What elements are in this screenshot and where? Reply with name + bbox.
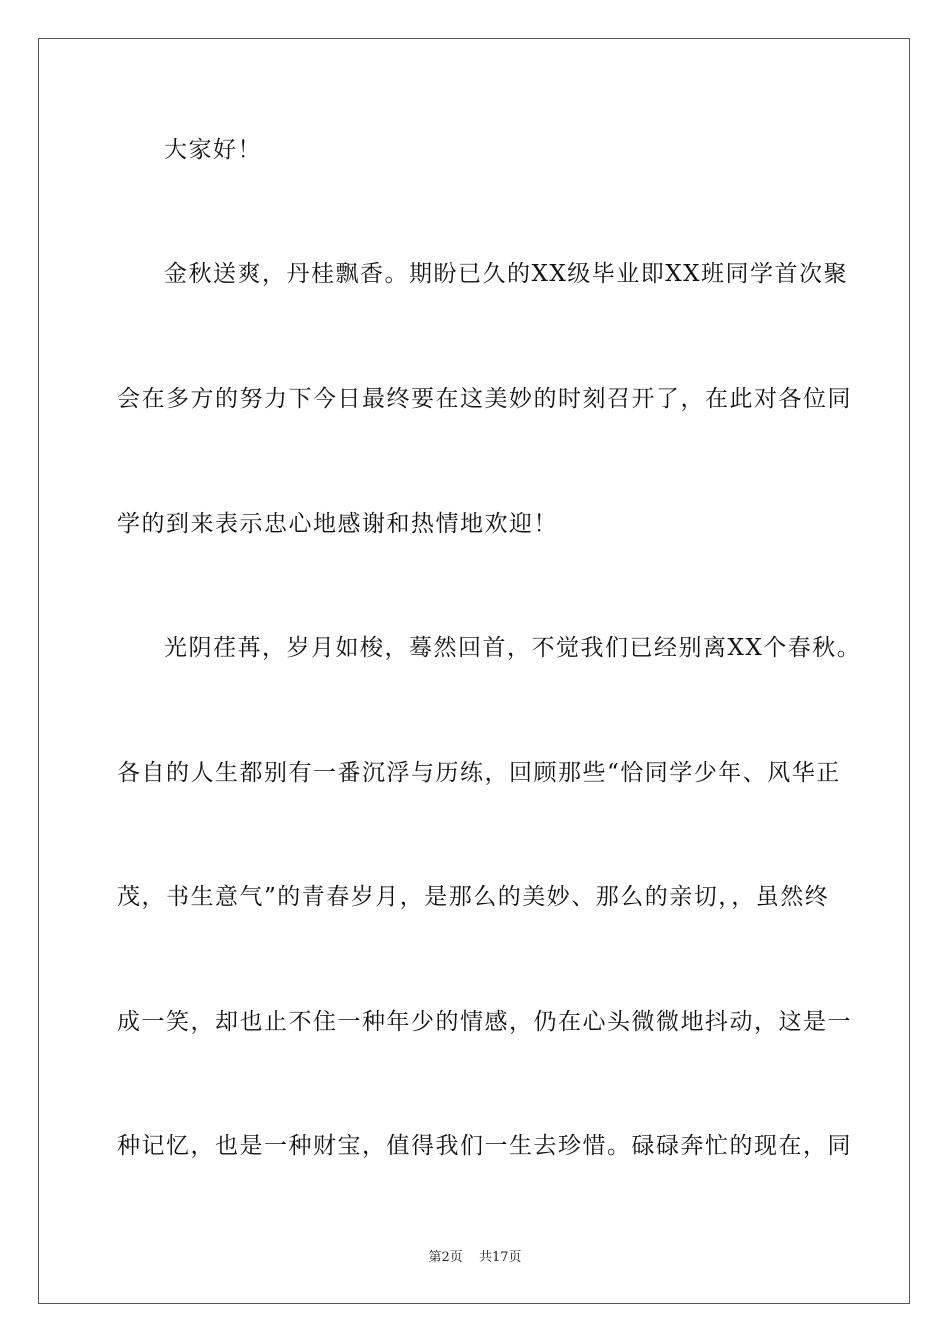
- page-border: [38, 38, 910, 1304]
- body-text-line: 各自的人生都别有一番沉浮与历练，回顾那些“恰同学少年、风华正: [117, 760, 841, 786]
- body-text-line: 学的到来表示忠心地感谢和热情地欢迎！: [117, 511, 558, 537]
- greeting-line: 大家好！: [164, 137, 262, 163]
- body-text-line: 金秋送爽，丹桂飘香。期盼已久的XX级毕业即XX班同学首次聚: [164, 261, 848, 287]
- page-footer: [0, 1246, 950, 1265]
- body-text-line: 茂，书生意气”的青春岁月，是那么的美妙、那么的亲切，，虽然终: [117, 884, 830, 910]
- body-text-line: 会在多方的努力下今日最终要在这美妙的时刻召开了，在此对各位同: [117, 386, 852, 412]
- page-total: 共17页: [478, 1250, 522, 1265]
- page-number: 第2页: [428, 1250, 463, 1265]
- body-text-line: 光阴荏苒，岁月如梭，蓦然回首，不觉我们已经别离XX个春秋。: [164, 635, 862, 661]
- body-text-line: 种记忆，也是一种财宝，值得我们一生去珍惜。碌碌奔忙的现在，同: [117, 1133, 852, 1159]
- body-text-line: 成一笑，却也止不住一种年少的情感，仍在心头微微地抖动，这是一: [117, 1009, 852, 1035]
